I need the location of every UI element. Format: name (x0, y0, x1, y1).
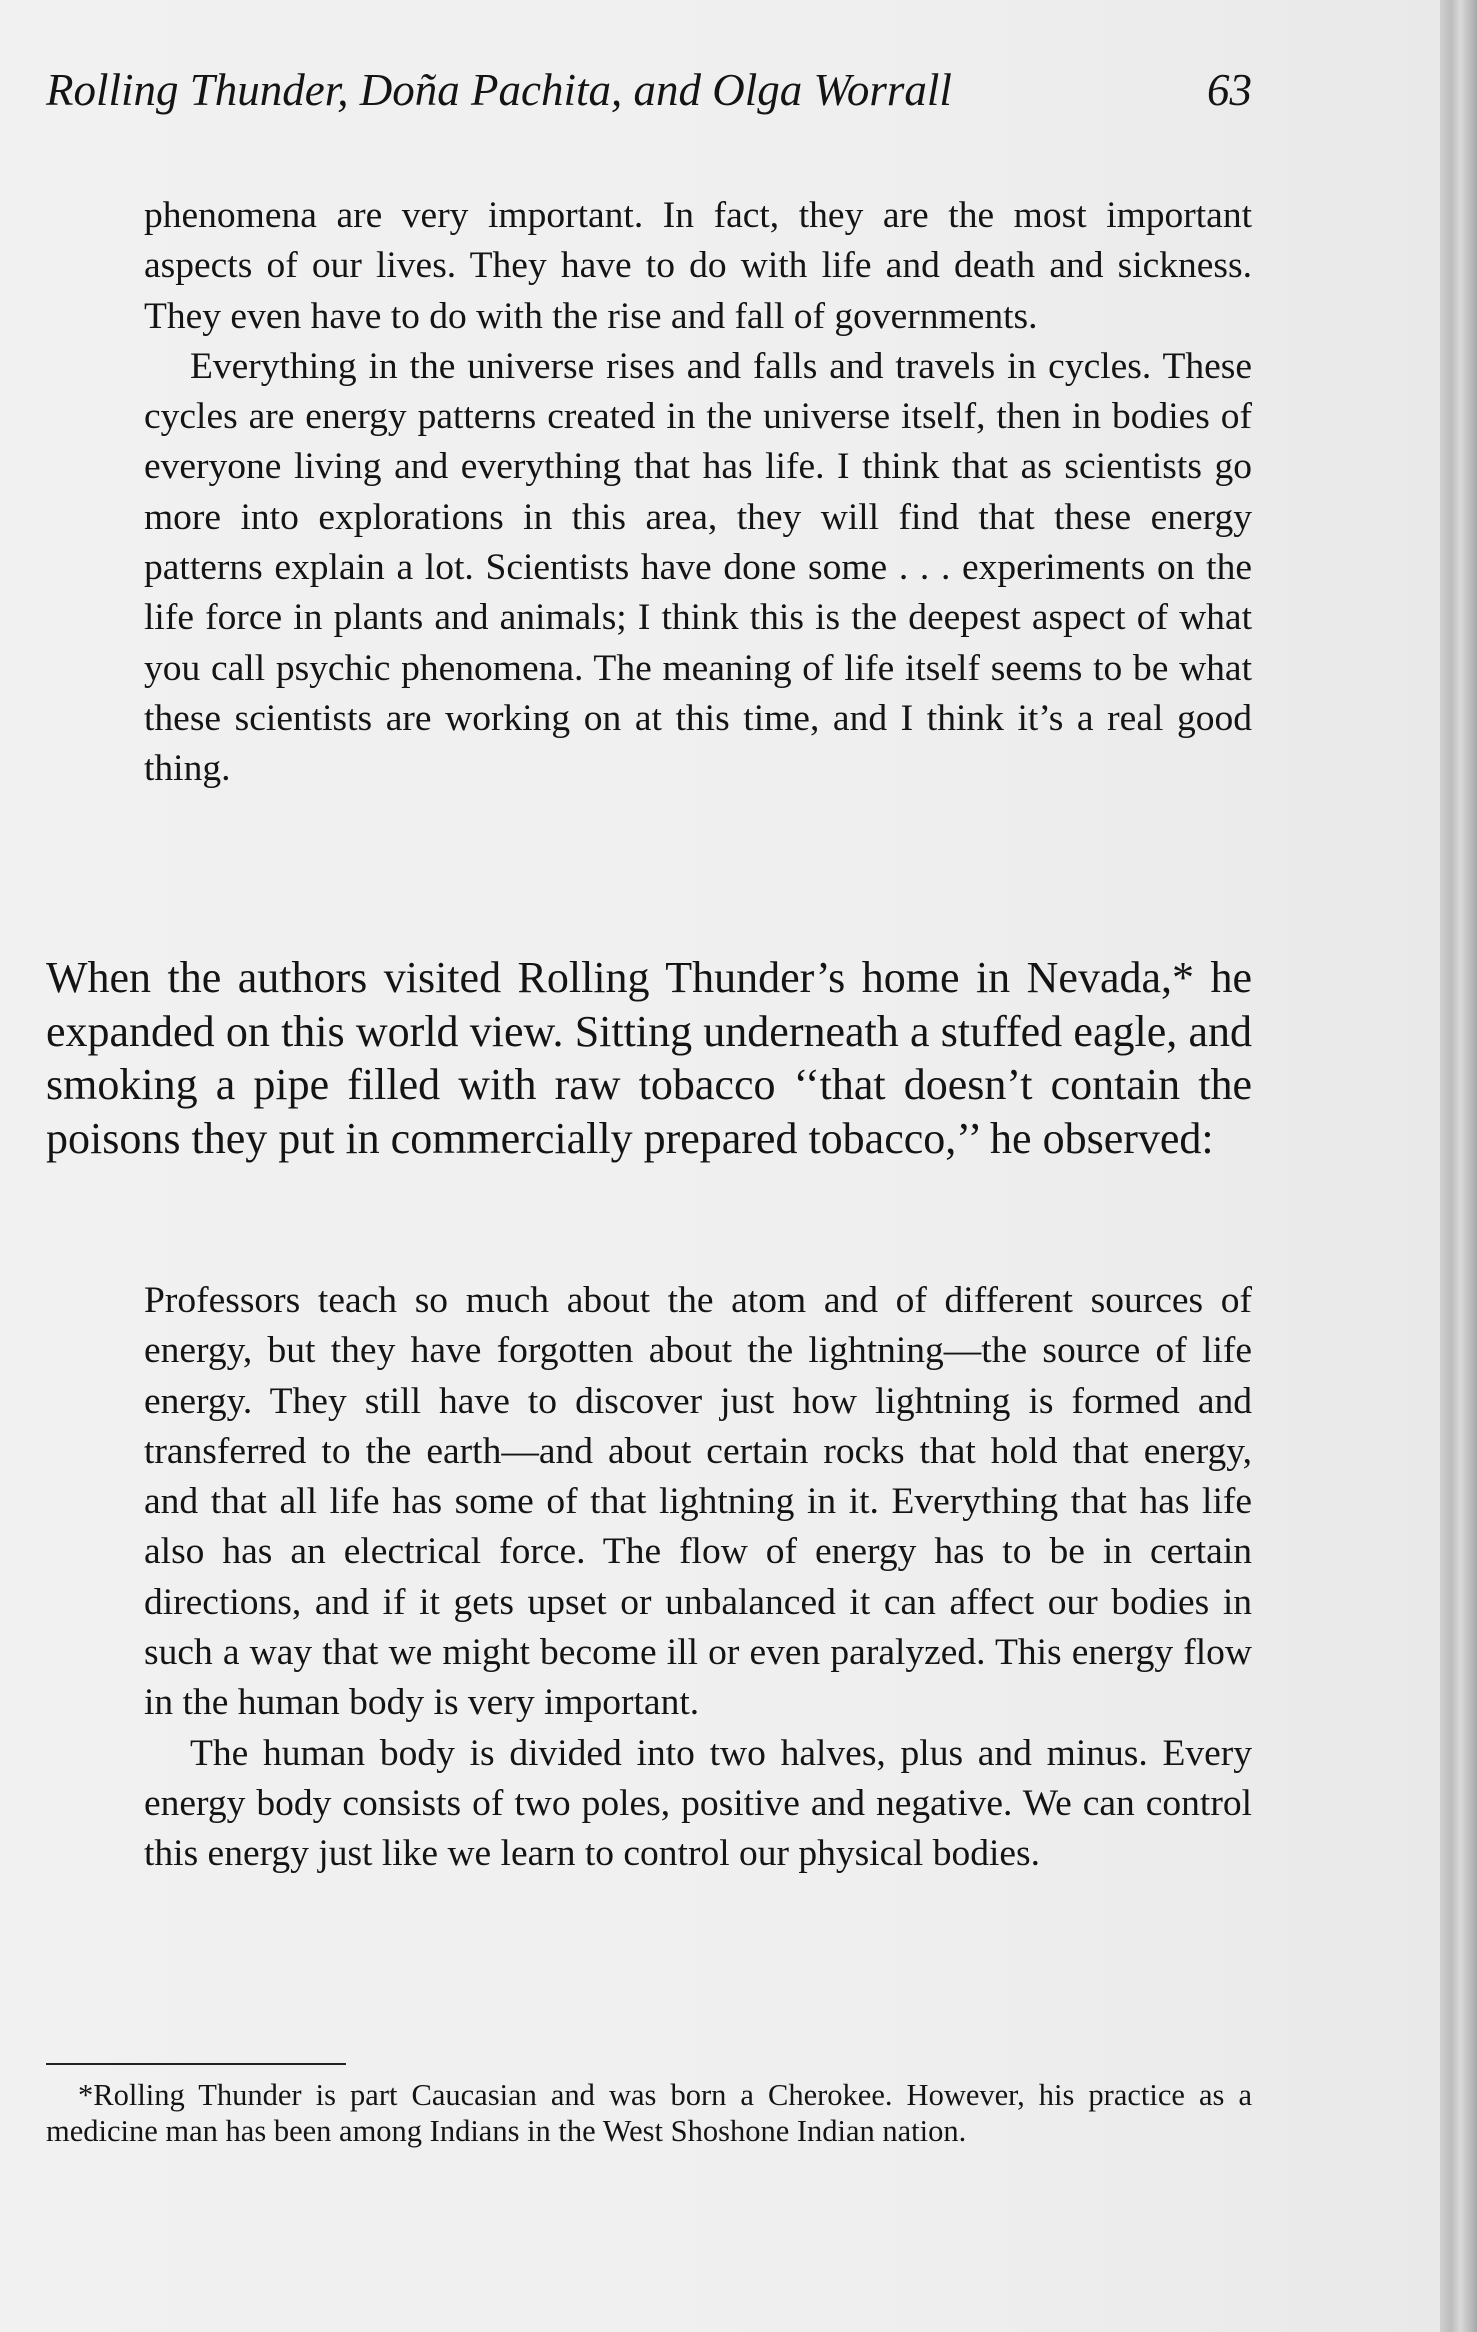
footnote (46, 2077, 1252, 2149)
page-edge-shadow (1440, 0, 1477, 2332)
running-title: Rolling Thunder, Doña Pachita, and Olga Worrall (46, 65, 952, 115)
block-quote-2 (144, 1276, 1252, 1880)
quote-2-paragraph-1: Professors teach so much about the atom and of different sources of energy, but they have forgotten about the lightning—the source of life energy. They still have to discover just how lightning is formed and transferred to the earth—and about certain rocks that hold that energy, and that all life has some of that lightning in it. Everything that has life also has an electrical force. The flow of energy has to be in certain directions, and if it gets upset or unbalanced it can affect our bodies in such a way that we might become ill or even paralyzed. This energy flow in the human body is very important. (144, 1280, 1252, 1724)
page-number: 63 (1207, 65, 1252, 115)
body-paragraph-block (46, 951, 1252, 1165)
block-quote-1 (144, 191, 1252, 795)
footnote-text: *Rolling Thunder is part Caucasian and was born a Cherokee. However, his practice as a medicine man has been among Indians in the West Shoshone Indian nation. (46, 2078, 1252, 2148)
quote-1-paragraph-2: Everything in the universe rises and falls and travels in cycles. These cycles are energy patterns created in the universe itself, then in bodies of everyone living and everything that has life. I think that as scientists go more into explorations in this area, they will find that these energy patterns explain a lot. Scientists have done some . . . experiments on the life force in plants and animals; I think this is the deepest aspect of what you call psychic phenomena. The meaning of life itself seems to be what these scientists are working on at this time, and I think it’s a real good thing. (144, 345, 1252, 790)
quote-1-paragraph-1: phenomena are very important. In fact, they are the most important aspects of our lives. They have to do with life and death and sickness. They even have to do with the rise and fall of governments. (144, 195, 1252, 337)
quote-2-paragraph-2: The human body is divided into two halves, plus and minus. Every energy body consists of two poles, positive and negative. We can control this energy just like we learn to control our physical bodies. (144, 1732, 1252, 1875)
footnote-rule (46, 2063, 346, 2065)
body-paragraph: When the authors visited Rolling Thunder’s home in Nevada,* he expanded on this world view. Sitting underneath a stuffed eagle, and smoking a pipe filled with raw tobacco ‘‘that doesn’t contain the poisons they put in commercially prepared tobacco,’’ he observed: (46, 953, 1252, 1163)
